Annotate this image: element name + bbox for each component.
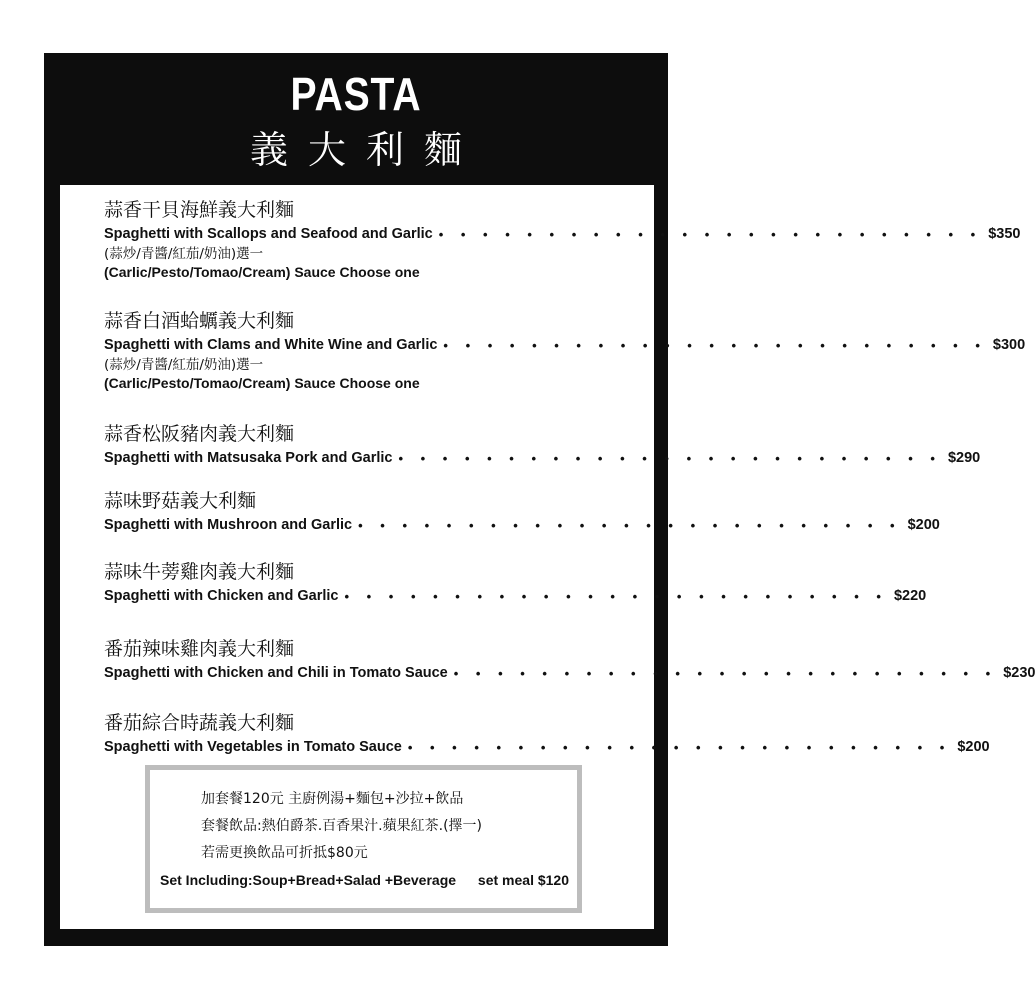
set-meal-en <box>160 872 569 888</box>
set-meal-box <box>145 765 582 913</box>
menu-item <box>104 561 927 605</box>
menu-item <box>104 310 1026 392</box>
menu-title-en: PASTA <box>290 68 422 120</box>
leader-dots: • • • • • • • • • • • • • • • • • • • • • • • • • <box>358 517 902 533</box>
item-price: $350 <box>988 226 1021 242</box>
sauce-options-en: (Carlic/Pesto/Tomao/Cream) Sauce Choose one <box>104 264 420 280</box>
leader-dots: • • • • • • • • • • • • • • • • • • • • • • • • • <box>407 739 952 755</box>
item-name-zh: 番茄辣味雞肉義大利麵 <box>104 638 295 660</box>
menu-item <box>104 712 990 756</box>
item-price: $200 <box>907 517 940 533</box>
item-price: $300 <box>992 337 1026 353</box>
item-name-zh: 蒜香白酒蛤蠣義大利麵 <box>104 310 295 332</box>
item-name-en: Spaghetti with Matsusaka Pork and Garlic <box>104 450 393 466</box>
menu-item <box>104 423 981 467</box>
sauce-options-zh: (蒜炒/青醬/紅茄/奶油)選一 <box>104 246 264 262</box>
item-row <box>104 587 927 605</box>
item-name-en: Spaghetti with Vegetables in Tomato Sauce <box>104 739 402 755</box>
leader-dots: • • • • • • • • • • • • • • • • • • • • • • • • • <box>398 450 942 466</box>
item-name-en: Spaghetti with Chicken and Chili in Tomato Sauce <box>104 665 448 681</box>
item-name-en: Spaghetti with Clams and White Wine and Garlic <box>104 337 438 353</box>
item-name-en: Spaghetti with Scallops and Seafood and Garlic <box>104 226 433 242</box>
set-meal-note: 若需更換飲品可折抵$80元 <box>201 845 368 861</box>
item-name-zh: 蒜香干貝海鮮義大利麵 <box>104 199 295 221</box>
sauce-options-zh: (蒜炒/青醬/紅茄/奶油)選一 <box>104 357 264 373</box>
menu-title-zh: 義大利麵 <box>249 128 482 172</box>
set-meal-includes: Set Including:Soup+Bread+Salad +Beverage <box>160 872 457 888</box>
item-row <box>104 336 1026 354</box>
set-meal-line: 加套餐120元 主廚例湯+麵包+沙拉+飲品 <box>201 791 464 807</box>
item-price: $290 <box>947 450 981 466</box>
item-row <box>104 225 1021 243</box>
menu-frame <box>44 53 1035 946</box>
item-row <box>104 516 940 534</box>
item-row <box>104 738 990 756</box>
item-price: $220 <box>893 588 927 604</box>
item-name-en: Spaghetti with Mushroon and Garlic <box>104 517 353 533</box>
item-name-en: Spaghetti with Chicken and Garlic <box>104 588 339 604</box>
menu-item <box>104 638 1035 682</box>
leader-dots: • • • • • • • • • • • • • • • • • • • • • • • • • <box>443 337 987 353</box>
sauce-options-en: (Carlic/Pesto/Tomao/Cream) Sauce Choose one <box>104 375 420 391</box>
item-row <box>104 664 1035 682</box>
leader-dots: • • • • • • • • • • • • • • • • • • • • • • • • • <box>344 588 888 604</box>
item-name-zh: 蒜香松阪豬肉義大利麵 <box>104 423 295 445</box>
item-name-zh: 番茄綜合時蔬義大利麵 <box>104 712 295 734</box>
set-meal-drinks: 套餐飲品:熱伯爵茶.百香果汁.蘋果紅茶.(擇一) <box>201 818 482 834</box>
menu-item <box>104 490 940 534</box>
item-price: $200 <box>957 739 990 755</box>
item-price: $230 <box>1003 665 1035 681</box>
leader-dots: • • • • • • • • • • • • • • • • • • • • • • • • • <box>453 665 998 681</box>
leader-dots: • • • • • • • • • • • • • • • • • • • • • • • • • <box>438 226 983 242</box>
item-row <box>104 449 981 467</box>
set-meal-price: set meal $120 <box>477 872 569 888</box>
item-name-zh: 蒜味野菇義大利麵 <box>104 490 257 512</box>
menu-item <box>104 199 1021 281</box>
item-name-zh: 蒜味牛蒡雞肉義大利麵 <box>104 561 295 583</box>
menu-panel <box>60 185 1035 929</box>
